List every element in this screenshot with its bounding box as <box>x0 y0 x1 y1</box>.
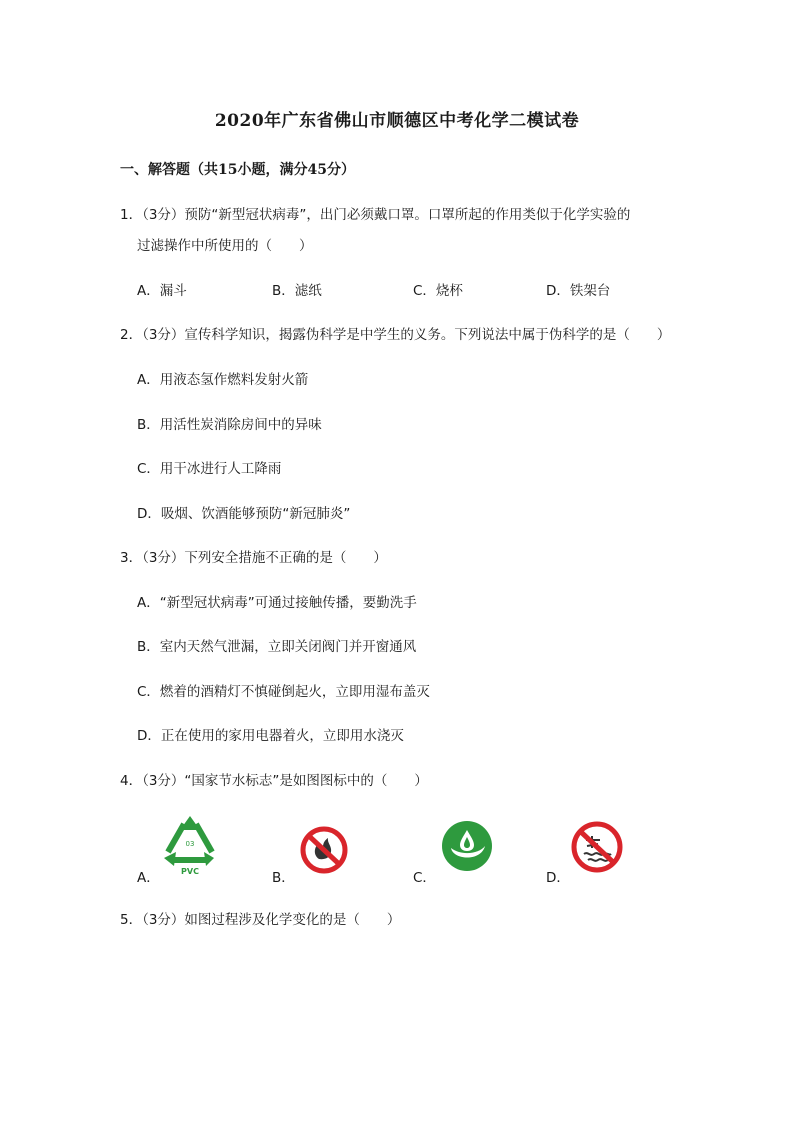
q4-option-b-label: B． <box>272 870 295 886</box>
q1-option-d: D．铁架台 <box>546 283 611 299</box>
q2-stem: 2．（3分）宣传科学知识，揭露伪科学是中学生的义务。下列说法中属于伪科学的是（ ） <box>120 327 671 343</box>
page-title: 2020年广东省佛山市顺德区中考化学二模试卷 <box>214 111 580 131</box>
no-pollution-icon <box>570 820 624 874</box>
recycle-code: 03 <box>185 840 195 848</box>
q4-stem: 4．（3分）“国家节水标志”是如图图标中的（ ） <box>120 773 428 789</box>
section-heading: 一、解答题（共15小题，满分45分） <box>120 162 355 178</box>
q2-option-c: C．用干冰进行人工降雨 <box>137 461 282 477</box>
q3-option-b: B．室内天然气泄漏，立即关闭阀门并开窗通风 <box>137 639 417 655</box>
water-saving-icon <box>441 820 493 872</box>
q1-option-a: A．漏斗 <box>137 283 187 299</box>
recycle-label: PVC <box>181 867 199 876</box>
q2-option-a: A．用液态氢作燃料发射火箭 <box>137 372 309 388</box>
q1-option-b: B．滤纸 <box>272 283 322 299</box>
q3-option-d: D．正在使用的家用电器着火，立即用水浇灭 <box>137 728 404 744</box>
q4-option-c-label: C． <box>413 870 436 886</box>
q3-option-c: C．燃着的酒精灯不慎碰倒起火，立即用湿布盖灭 <box>137 684 430 700</box>
q1-stem-line1: 1．（3分）预防“新型冠状病毒”，出门必须戴口罩。口罩所起的作用类似于化学实验的 <box>120 207 631 223</box>
q4-option-d-label: D． <box>546 870 570 886</box>
q1-option-c: C．烧杯 <box>413 283 463 299</box>
no-fire-icon <box>299 825 349 875</box>
q5-stem: 5．（3分）如图过程涉及化学变化的是（ ） <box>120 912 401 928</box>
q1-stem-line2: 过滤操作中所使用的（ ） <box>137 238 313 254</box>
recycle-pvc-icon <box>160 814 220 876</box>
q3-stem: 3．（3分）下列安全措施不正确的是（ ） <box>120 550 387 566</box>
q4-option-a-label: A． <box>137 870 160 886</box>
q2-option-b: B．用活性炭消除房间中的异味 <box>137 417 322 433</box>
q2-option-d: D．吸烟、饮酒能够预防“新冠肺炎” <box>137 506 351 522</box>
q3-option-a: A．“新型冠状病毒”可通过接触传播，要勤洗手 <box>137 595 417 611</box>
